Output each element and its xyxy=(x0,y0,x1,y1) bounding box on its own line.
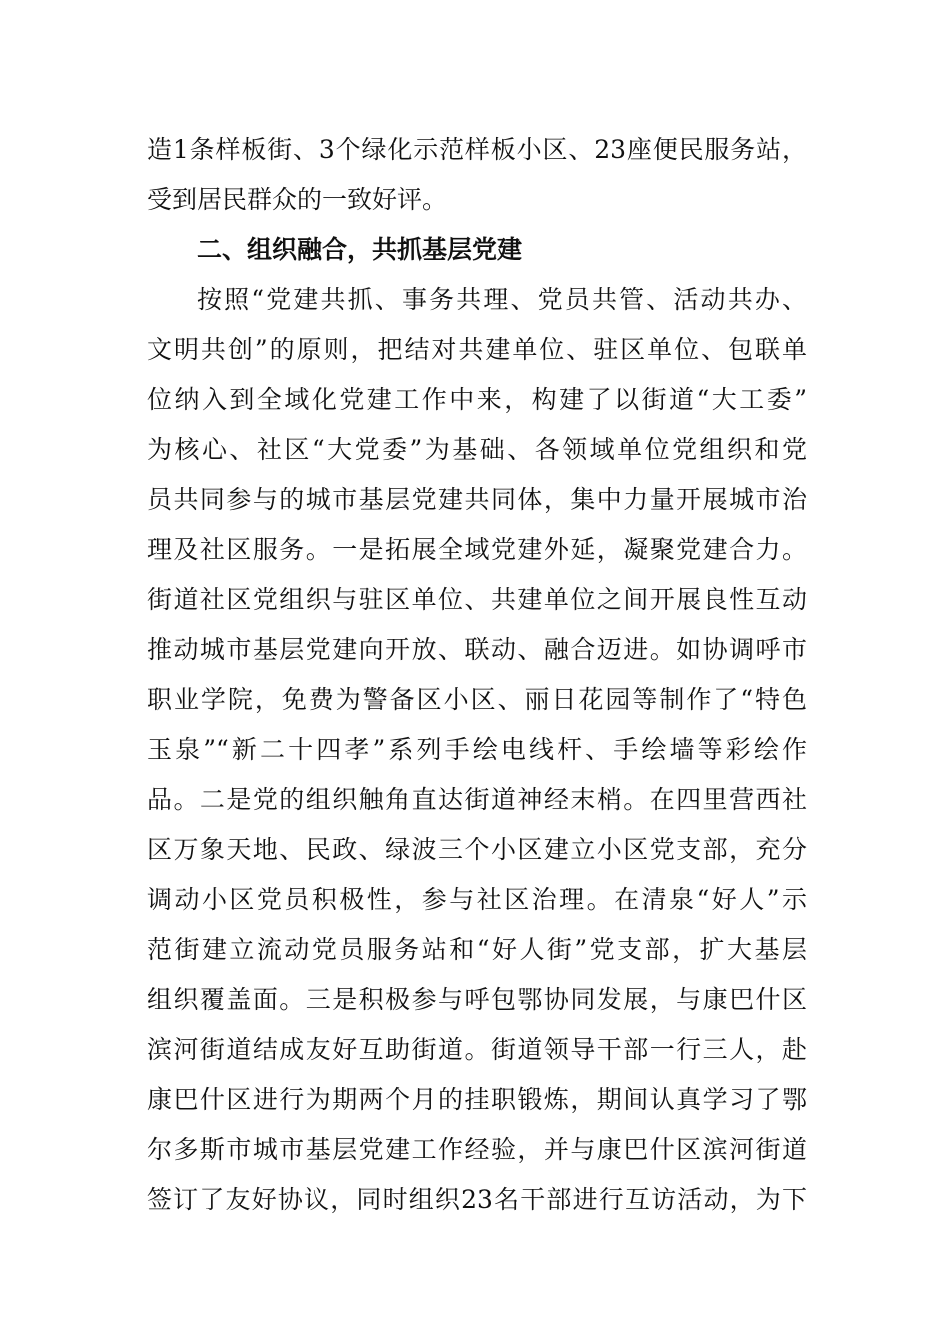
body-line-18: 尔多斯市城市基层党建工作经验，并与康巴什区滨河街道 xyxy=(147,1135,807,1164)
body-line-3: 位纳入到全域化党建工作中来，构建了以街道“大工委” xyxy=(147,385,807,414)
body-line-2: 文明共创”的原则，把结对共建单位、驻区单位、包联单 xyxy=(147,335,807,364)
body-line-19: 签订了友好协议，同时组织23名干部进行互访活动，为下 xyxy=(147,1185,807,1214)
intro-line-1: 造1条样板街、3个绿化示范样板小区、23座便民服务站， xyxy=(147,135,807,164)
body-line-4: 为核心、社区“大党委”为基础、各领域单位党组织和党 xyxy=(147,435,807,464)
body-line-1: 按照“党建共抓、事务共理、党员共管、活动共办、 xyxy=(197,285,807,314)
body-line-10: 玉泉”“新二十四孝”系列手绘电线杆、手绘墙等彩绘作 xyxy=(147,735,807,764)
body-line-5: 员共同参与的城市基层党建共同体，集中力量开展城市治 xyxy=(147,485,807,514)
intro-line-2: 受到居民群众的一致好评。 xyxy=(147,185,448,214)
body-line-12: 区万象天地、民政、绿波三个小区建立小区党支部，充分 xyxy=(147,835,807,864)
body-line-7: 街道社区党组织与驻区单位、共建单位之间开展良性互动 xyxy=(147,585,807,614)
body-line-8: 推动城市基层党建向开放、联动、融合迈进。如协调呼市 xyxy=(147,635,807,664)
body-line-17: 康巴什区进行为期两个月的挂职锻炼，期间认真学习了鄂 xyxy=(147,1085,807,1114)
body-line-9: 职业学院，免费为警备区小区、丽日花园等制作了“特色 xyxy=(147,685,807,714)
body-line-15: 组织覆盖面。三是积极参与呼包鄂协同发展，与康巴什区 xyxy=(147,985,807,1014)
body-line-14: 范街建立流动党员服务站和“好人街”党支部，扩大基层 xyxy=(147,935,807,964)
body-line-16: 滨河街道结成友好互助街道。街道领导干部一行三人，赴 xyxy=(147,1035,807,1064)
body-line-11: 品。二是党的组织触角直达街道神经末梢。在四里营西社 xyxy=(147,785,807,814)
section-heading: 二、组织融合，共抓基层党建 xyxy=(197,235,523,264)
body-line-6: 理及社区服务。一是拓展全域党建外延，凝聚党建合力。 xyxy=(147,535,807,564)
body-line-13: 调动小区党员积极性，参与社区治理。在清泉“好人”示 xyxy=(147,885,807,914)
